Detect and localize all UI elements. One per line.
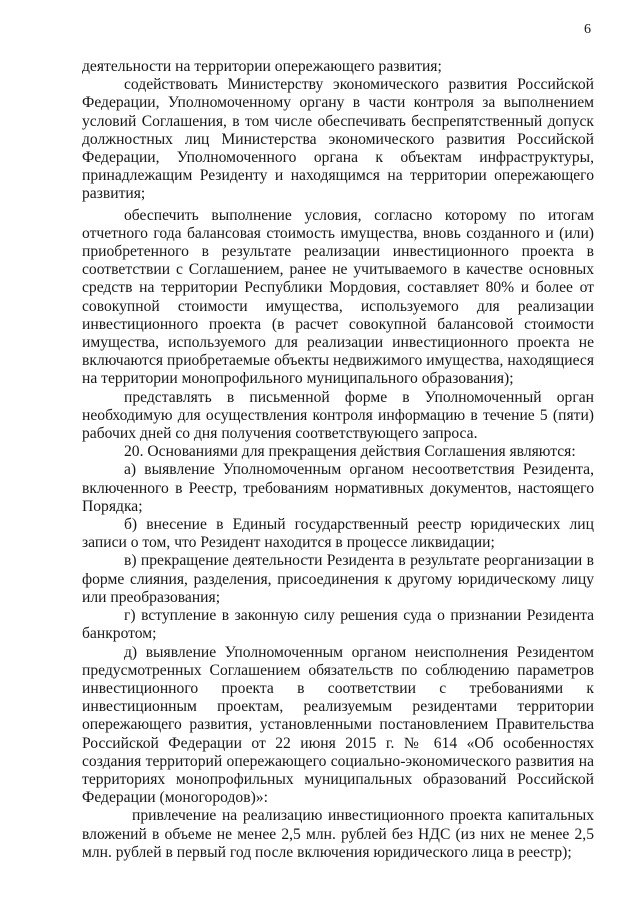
document-body (82, 58, 594, 862)
paragraph-activity-end: деятельности на территории опережающего развития; (82, 58, 442, 75)
paragraph-provide-information: представлять в письменной форме в Уполномоченный орган необходимую для осуществления контроля информацию в течение 5 (пяти) рабочих дней со дня получения соответствующего запроса. (82, 388, 594, 443)
paragraph-capital-investment: привлечение на реализацию инвестиционного проекта капитальных вложений в объеме не менее 2,5 млн. рублей без НДС (из них не менее 2,5 млн. рублей в первый год после включения юридического лица в реестр); (82, 807, 594, 861)
paragraph-ground-a: а) выявление Уполномоченным органом несоответствия Резидента, включенного в Реестр, требованиям нормативных документов, настоящего Порядка; (82, 461, 594, 515)
paragraph-ground-b: б) внесение в Единый государственный реестр юридических лиц записи о том, что Резидент находится в процессе ликвидации; (82, 516, 594, 552)
paragraph-balance-value-condition: обеспечить выполнение условия, согласно которому по итогам отчетного года балансовая стоимость имущества, вновь созданного и (или) приобретенного в результате реализации инвестиционного проекта в соответствии с Соглашением, ранее не учитываемого в качестве основных средств на территории Республики Мордовия, составляет 80% и более от совокупной стоимости имущества, используемого для реализации инвестиционного проекта (в расчет совокупной балансовой стоимости имущества, используемого для реализации инвестиционного проекта не включаются приобретаемые объекты недвижимого имущества, находящиеся на территории монопрофильного муниципального образования); (82, 206, 594, 388)
paragraph-termination-grounds: 20. Основаниями для прекращения действия Соглашения являются: (124, 443, 576, 461)
paragraph-ground-g: г) вступление в законную силу решения суда о признании Резидента банкротом; (82, 607, 594, 643)
page-number: 6 (584, 22, 591, 37)
paragraph-assist-ministry: содействовать Министерству экономического развития Российской Федерации, Уполномоченному органу в части контроля за выполнением условий Соглашения, в том числе обеспечивать беспрепятственный допуск должностных лиц Министерства экономического развития Российской Федерации, Уполномоченного органа к объектам инфраструктуры, принадлежащим Резиденту и находящимся на территории опережающего развития; (82, 76, 594, 203)
paragraph-ground-v: в) прекращение деятельности Резидента в результате реорганизации в форме слияния, разделения, присоединения к другому юридическому лицу или преобразования; (82, 552, 594, 606)
paragraph-ground-d: д) выявление Уполномоченным органом неисполнения Резидентом предусмотренных Соглашением обязательств по соблюдению параметров инвестиционного проекта в соответствии с требованиями к инвестиционным проектам, реализуемым резидентами территории опережающего развития, установленными постановлением Правительства Российской Федерации от 22 июня 2015 г. № 614 «Об особенностях создания территорий опережающего социально-экономического развития на территориях монопрофильных муниципальных образований Российской Федерации (моногородов)»: (82, 643, 594, 807)
